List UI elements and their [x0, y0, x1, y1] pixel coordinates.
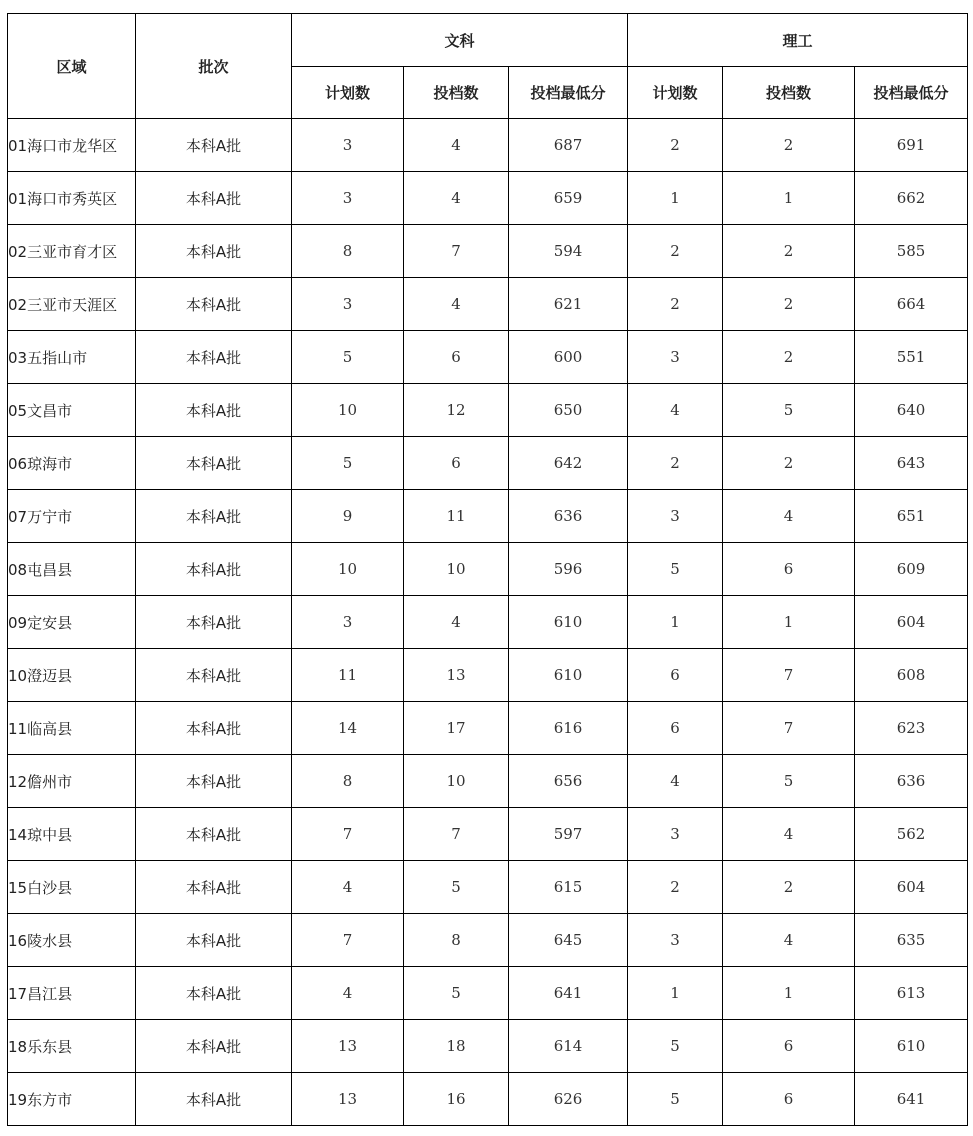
cell-liberal-arts-plan: 13 [292, 1073, 404, 1126]
cell-region: 11临高县 [8, 702, 136, 755]
cell-liberal-arts-plan: 4 [292, 861, 404, 914]
cell-batch: 本科A批 [136, 1073, 292, 1126]
table-row [8, 490, 968, 543]
cell-science-min-score: 662 [855, 172, 968, 225]
cell-science-plan: 6 [628, 649, 723, 702]
cell-batch: 本科A批 [136, 861, 292, 914]
cell-liberal-arts-min-score: 641 [509, 967, 628, 1020]
cell-science-filed: 2 [723, 861, 855, 914]
cell-batch: 本科A批 [136, 119, 292, 172]
table-row [8, 331, 968, 384]
cell-liberal-arts-filed: 12 [404, 384, 509, 437]
cell-liberal-arts-plan: 5 [292, 331, 404, 384]
cell-science-plan: 4 [628, 384, 723, 437]
cell-region: 10澄迈县 [8, 649, 136, 702]
cell-science-min-score: 610 [855, 1020, 968, 1073]
cell-liberal-arts-min-score: 636 [509, 490, 628, 543]
cell-science-min-score: 664 [855, 278, 968, 331]
cell-liberal-arts-plan: 10 [292, 543, 404, 596]
cell-science-plan: 3 [628, 331, 723, 384]
cell-science-min-score: 608 [855, 649, 968, 702]
cell-science-filed: 6 [723, 1073, 855, 1126]
cell-liberal-arts-filed: 7 [404, 808, 509, 861]
cell-science-min-score: 551 [855, 331, 968, 384]
cell-science-plan: 3 [628, 490, 723, 543]
cell-science-min-score: 604 [855, 596, 968, 649]
cell-science-min-score: 585 [855, 225, 968, 278]
cell-liberal-arts-filed: 11 [404, 490, 509, 543]
cell-liberal-arts-plan: 3 [292, 172, 404, 225]
cell-batch: 本科A批 [136, 755, 292, 808]
cell-liberal-arts-filed: 10 [404, 543, 509, 596]
cell-region: 18乐东县 [8, 1020, 136, 1073]
header-liberal-arts-plan: 计划数 [292, 67, 404, 119]
cell-science-filed: 2 [723, 119, 855, 172]
cell-liberal-arts-min-score: 645 [509, 914, 628, 967]
cell-region: 07万宁市 [8, 490, 136, 543]
cell-science-min-score: 562 [855, 808, 968, 861]
cell-liberal-arts-plan: 7 [292, 914, 404, 967]
cell-liberal-arts-min-score: 642 [509, 437, 628, 490]
cell-region: 16陵水县 [8, 914, 136, 967]
cell-region: 19东方市 [8, 1073, 136, 1126]
cell-liberal-arts-min-score: 615 [509, 861, 628, 914]
table-row [8, 808, 968, 861]
cell-science-plan: 3 [628, 914, 723, 967]
cell-science-min-score: 691 [855, 119, 968, 172]
cell-science-plan: 2 [628, 278, 723, 331]
cell-liberal-arts-min-score: 650 [509, 384, 628, 437]
cell-region: 17昌江县 [8, 967, 136, 1020]
cell-liberal-arts-min-score: 610 [509, 649, 628, 702]
cell-region: 01海口市龙华区 [8, 119, 136, 172]
table-row [8, 225, 968, 278]
cell-liberal-arts-plan: 8 [292, 225, 404, 278]
header-liberal-arts-filed: 投档数 [404, 67, 509, 119]
cell-batch: 本科A批 [136, 278, 292, 331]
cell-liberal-arts-filed: 5 [404, 967, 509, 1020]
cell-liberal-arts-plan: 4 [292, 967, 404, 1020]
cell-science-plan: 5 [628, 1020, 723, 1073]
cell-liberal-arts-plan: 5 [292, 437, 404, 490]
cell-batch: 本科A批 [136, 596, 292, 649]
cell-region: 01海口市秀英区 [8, 172, 136, 225]
cell-science-plan: 3 [628, 808, 723, 861]
cell-liberal-arts-plan: 13 [292, 1020, 404, 1073]
table-row [8, 755, 968, 808]
cell-science-filed: 4 [723, 490, 855, 543]
admission-table [7, 13, 968, 1126]
cell-liberal-arts-filed: 6 [404, 331, 509, 384]
cell-liberal-arts-filed: 10 [404, 755, 509, 808]
cell-region: 05文昌市 [8, 384, 136, 437]
cell-science-min-score: 609 [855, 543, 968, 596]
cell-science-min-score: 635 [855, 914, 968, 967]
cell-science-min-score: 643 [855, 437, 968, 490]
table-row [8, 1020, 968, 1073]
cell-region: 08屯昌县 [8, 543, 136, 596]
table-row [8, 967, 968, 1020]
cell-science-filed: 5 [723, 755, 855, 808]
cell-science-filed: 1 [723, 967, 855, 1020]
cell-science-plan: 4 [628, 755, 723, 808]
cell-science-plan: 2 [628, 861, 723, 914]
cell-science-filed: 6 [723, 1020, 855, 1073]
cell-science-filed: 7 [723, 649, 855, 702]
cell-science-filed: 4 [723, 808, 855, 861]
header-liberal-arts: 文科 [292, 14, 628, 67]
header-science: 理工 [628, 14, 968, 67]
cell-science-filed: 2 [723, 331, 855, 384]
cell-liberal-arts-filed: 5 [404, 861, 509, 914]
table-row [8, 596, 968, 649]
cell-region: 15白沙县 [8, 861, 136, 914]
cell-liberal-arts-plan: 10 [292, 384, 404, 437]
cell-region: 03五指山市 [8, 331, 136, 384]
table-row [8, 702, 968, 755]
table-row [8, 384, 968, 437]
cell-science-plan: 5 [628, 1073, 723, 1126]
header-science-plan: 计划数 [628, 67, 723, 119]
cell-science-filed: 5 [723, 384, 855, 437]
cell-liberal-arts-plan: 11 [292, 649, 404, 702]
cell-science-min-score: 636 [855, 755, 968, 808]
cell-science-plan: 2 [628, 225, 723, 278]
cell-liberal-arts-min-score: 616 [509, 702, 628, 755]
cell-liberal-arts-filed: 4 [404, 596, 509, 649]
cell-science-filed: 2 [723, 278, 855, 331]
cell-liberal-arts-min-score: 594 [509, 225, 628, 278]
cell-science-plan: 2 [628, 119, 723, 172]
cell-liberal-arts-filed: 6 [404, 437, 509, 490]
cell-region: 06琼海市 [8, 437, 136, 490]
cell-liberal-arts-plan: 8 [292, 755, 404, 808]
table-row [8, 278, 968, 331]
cell-liberal-arts-plan: 3 [292, 596, 404, 649]
cell-science-plan: 6 [628, 702, 723, 755]
cell-liberal-arts-min-score: 659 [509, 172, 628, 225]
header-liberal-arts-min-score: 投档最低分 [509, 67, 628, 119]
cell-region: 02三亚市天涯区 [8, 278, 136, 331]
cell-batch: 本科A批 [136, 490, 292, 543]
cell-science-filed: 1 [723, 172, 855, 225]
cell-liberal-arts-plan: 14 [292, 702, 404, 755]
cell-batch: 本科A批 [136, 384, 292, 437]
cell-region: 12儋州市 [8, 755, 136, 808]
cell-liberal-arts-filed: 8 [404, 914, 509, 967]
cell-liberal-arts-filed: 17 [404, 702, 509, 755]
cell-liberal-arts-plan: 3 [292, 278, 404, 331]
table-row [8, 1073, 968, 1126]
cell-batch: 本科A批 [136, 331, 292, 384]
cell-science-plan: 1 [628, 596, 723, 649]
cell-science-plan: 1 [628, 967, 723, 1020]
cell-liberal-arts-min-score: 610 [509, 596, 628, 649]
cell-liberal-arts-min-score: 656 [509, 755, 628, 808]
cell-batch: 本科A批 [136, 702, 292, 755]
cell-science-min-score: 604 [855, 861, 968, 914]
table-body [8, 119, 968, 1126]
cell-liberal-arts-min-score: 687 [509, 119, 628, 172]
cell-liberal-arts-min-score: 597 [509, 808, 628, 861]
header-science-filed: 投档数 [723, 67, 855, 119]
cell-liberal-arts-min-score: 596 [509, 543, 628, 596]
table-row [8, 649, 968, 702]
cell-liberal-arts-plan: 9 [292, 490, 404, 543]
cell-science-filed: 1 [723, 596, 855, 649]
cell-liberal-arts-filed: 7 [404, 225, 509, 278]
header-batch: 批次 [136, 14, 292, 119]
cell-science-filed: 2 [723, 225, 855, 278]
cell-region: 14琼中县 [8, 808, 136, 861]
cell-liberal-arts-filed: 18 [404, 1020, 509, 1073]
cell-batch: 本科A批 [136, 967, 292, 1020]
cell-science-plan: 1 [628, 172, 723, 225]
cell-liberal-arts-min-score: 626 [509, 1073, 628, 1126]
cell-science-min-score: 613 [855, 967, 968, 1020]
cell-liberal-arts-filed: 16 [404, 1073, 509, 1126]
cell-science-plan: 2 [628, 437, 723, 490]
cell-science-min-score: 641 [855, 1073, 968, 1126]
cell-science-min-score: 623 [855, 702, 968, 755]
cell-liberal-arts-filed: 4 [404, 119, 509, 172]
table-row [8, 914, 968, 967]
cell-batch: 本科A批 [136, 1020, 292, 1073]
cell-batch: 本科A批 [136, 914, 292, 967]
cell-batch: 本科A批 [136, 808, 292, 861]
cell-science-min-score: 651 [855, 490, 968, 543]
table-row [8, 437, 968, 490]
cell-batch: 本科A批 [136, 225, 292, 278]
cell-region: 09定安县 [8, 596, 136, 649]
cell-science-filed: 7 [723, 702, 855, 755]
cell-batch: 本科A批 [136, 649, 292, 702]
cell-liberal-arts-min-score: 600 [509, 331, 628, 384]
cell-science-filed: 6 [723, 543, 855, 596]
cell-region: 02三亚市育才区 [8, 225, 136, 278]
cell-liberal-arts-plan: 3 [292, 119, 404, 172]
header-science-min-score: 投档最低分 [855, 67, 968, 119]
cell-batch: 本科A批 [136, 437, 292, 490]
header-region: 区域 [8, 14, 136, 119]
cell-science-filed: 4 [723, 914, 855, 967]
cell-science-filed: 2 [723, 437, 855, 490]
table-row [8, 172, 968, 225]
cell-liberal-arts-min-score: 614 [509, 1020, 628, 1073]
cell-batch: 本科A批 [136, 172, 292, 225]
table-row [8, 861, 968, 914]
cell-liberal-arts-filed: 13 [404, 649, 509, 702]
cell-science-plan: 5 [628, 543, 723, 596]
cell-liberal-arts-plan: 7 [292, 808, 404, 861]
table-row [8, 543, 968, 596]
cell-liberal-arts-filed: 4 [404, 278, 509, 331]
table-row [8, 119, 968, 172]
cell-liberal-arts-min-score: 621 [509, 278, 628, 331]
cell-batch: 本科A批 [136, 543, 292, 596]
cell-liberal-arts-filed: 4 [404, 172, 509, 225]
cell-science-min-score: 640 [855, 384, 968, 437]
